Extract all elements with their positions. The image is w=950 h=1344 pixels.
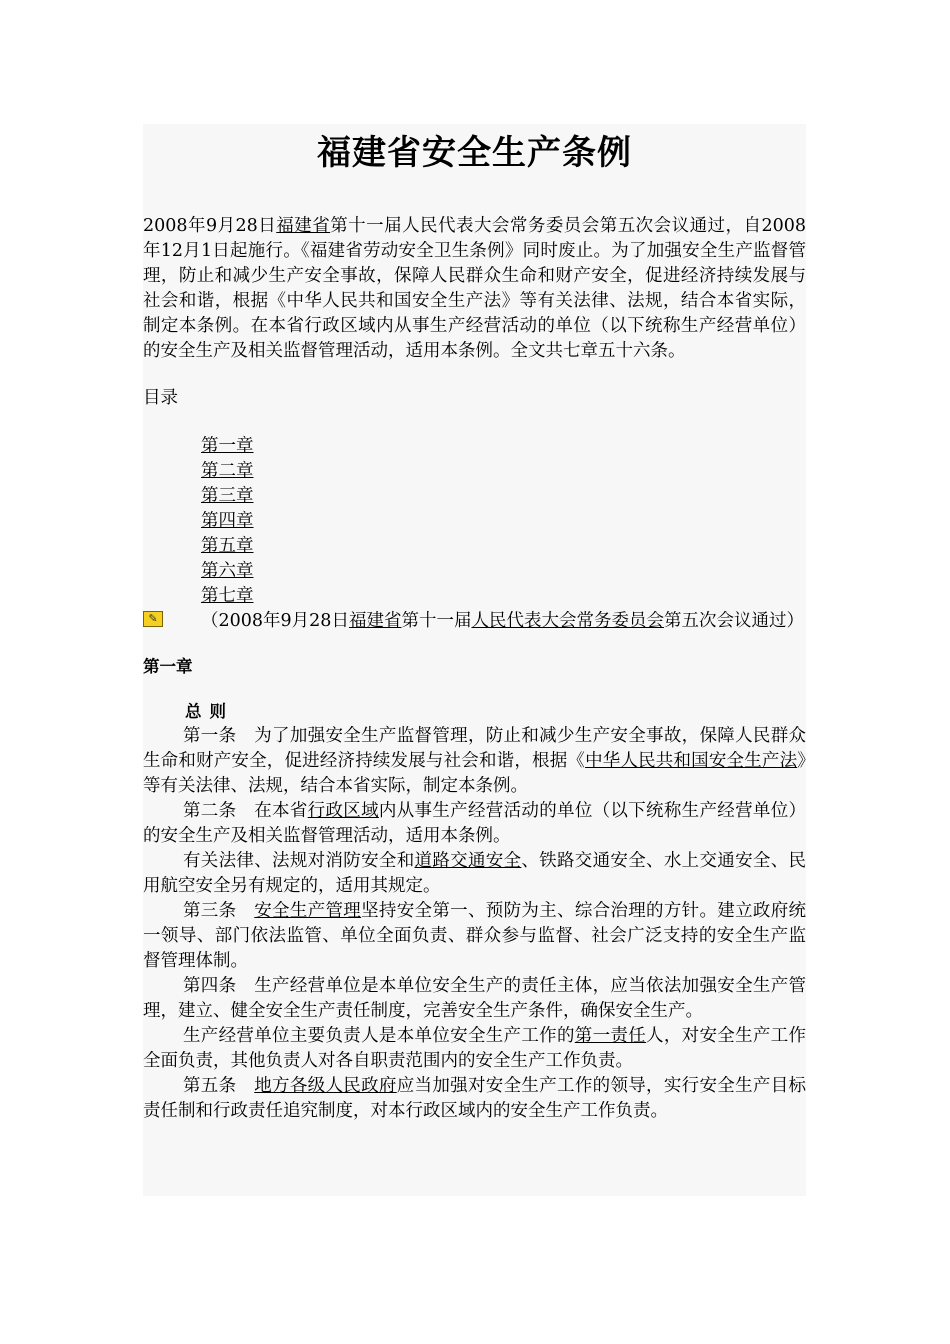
toc-link-chapter-7[interactable]: 第七章 <box>201 586 254 606</box>
chapter-1-heading: 第一章 <box>143 657 193 676</box>
article-3 <box>143 899 806 974</box>
article-2-paragraph-2 <box>143 849 806 899</box>
link-standing-committee[interactable]: 人民代表大会常务委员会 <box>471 611 664 631</box>
toc-title: 目录 <box>143 388 178 408</box>
intro-text-1: 2008年9月28日 <box>143 216 277 236</box>
toc-item <box>201 434 806 459</box>
passed-text-2: 第十一届 <box>401 611 472 631</box>
toc-item <box>201 559 806 584</box>
article-5-text-2: 应当加强对安全生产工作的领导，实行安全生产目标责任制和行政责任追究制度，对本行政区域内的安全生产工作负责。 <box>143 1076 806 1121</box>
toc-item <box>201 534 806 559</box>
article-1-text-2: 》等有关法律、法规，结合本省实际，制定本条例。 <box>143 751 806 796</box>
article-4b-text-1: 生产经营单位主要负责人是本单位安全生产工作的 <box>183 1026 575 1046</box>
link-safety-management[interactable]: 安全生产管理 <box>254 901 362 921</box>
article-2 <box>143 799 806 849</box>
edit-icon[interactable]: ✎ <box>143 611 163 627</box>
intro-text-2: 第十一届人民代表大会常务委员会第五次会议通过，自2008年12月1日起施行。《福建省劳动安全卫生条例》同时废止。为了加强安全生产监督管理，防止和减少生产安全事故，保障人民群众生命和财产安全，促进经济持续发展与社会和谐，根据《中华人民共和国安全生产法》等有关法律、法规，结合本省实际，制定本条例。在本省行政区域内从事生产经营活动的单位（以下统称生产经营单位）的安全生产及相关监督管理活动，适用本条例。全文共七章五十六条。 <box>143 216 806 361</box>
section-general-principles: 总则 <box>185 702 234 721</box>
passed-note <box>143 609 806 634</box>
article-4-paragraph-2 <box>143 1024 806 1074</box>
article-2-text-1: 第二条 在本省 <box>183 801 308 821</box>
toc-item <box>201 459 806 484</box>
passed-text-3: 第五次会议通过） <box>663 611 804 631</box>
article-5 <box>143 1074 806 1124</box>
document-title: 福建省安全生产条例 <box>317 133 632 173</box>
article-3-text-1: 第三条 <box>183 901 255 921</box>
link-road-traffic-safety[interactable]: 道路交通安全 <box>414 851 522 871</box>
article-2b-text-1: 有关法律、法规对消防安全和 <box>183 851 415 871</box>
article-2b-text-2: 、铁路交通安全、水上交通安全、民用航空安全另有规定的，适用其规定。 <box>143 851 806 896</box>
article-4b-text-2: 人，对安全生产工作全面负责，其他负责人对各自职责范围内的安全生产工作负责。 <box>143 1026 806 1071</box>
passed-text-1: （2008年9月28日 <box>201 611 349 631</box>
article-5-text-1: 第五条 <box>183 1076 255 1096</box>
link-local-governments[interactable]: 地方各级人民政府 <box>254 1076 397 1096</box>
article-4: 第四条 生产经营单位是本单位安全生产的责任主体，应当依法加强安全生产管理，建立、健全安全生产责任制度，完善安全生产条件，确保安全生产。 <box>143 976 806 1021</box>
article-1-text-1: 第一条 为了加强安全生产监督管理，防止和减少生产安全事故，保障人民群众生命和财产安全，促进经济持续发展与社会和谐，根据《 <box>143 726 806 771</box>
toc-link-chapter-1[interactable]: 第一章 <box>201 436 254 456</box>
link-fujian-province[interactable]: 福建省 <box>276 216 331 236</box>
toc-item <box>201 584 806 609</box>
document-content <box>143 124 806 1196</box>
toc-link-chapter-4[interactable]: 第四章 <box>201 511 254 531</box>
link-work-safety-law[interactable]: 中华人民共和国安全生产法 <box>585 751 798 771</box>
toc-item <box>201 484 806 509</box>
intro-paragraph <box>143 214 806 364</box>
link-first-responsibility[interactable]: 第一责任 <box>574 1026 647 1046</box>
article-2-text-2: 内从事生产经营活动的单位（以下统称生产经营单位）的安全生产及相关监督管理活动，适用本条例。 <box>143 801 806 846</box>
toc-link-chapter-3[interactable]: 第三章 <box>201 486 254 506</box>
toc-link-chapter-5[interactable]: 第五章 <box>201 536 254 556</box>
link-fujian-province-2[interactable]: 福建省 <box>348 611 402 631</box>
link-administrative-region[interactable]: 行政区域 <box>307 801 379 821</box>
article-1 <box>143 724 806 799</box>
toc-link-chapter-6[interactable]: 第六章 <box>201 561 254 581</box>
article-3-text-2: 坚持安全第一、预防为主、综合治理的方针。建立政府统一领导、部门依法监管、单位全面负责、群众参与监督、社会广泛支持的安全生产监督管理体制。 <box>143 901 806 971</box>
table-of-contents <box>143 434 806 609</box>
toc-item <box>201 509 806 534</box>
toc-link-chapter-2[interactable]: 第二章 <box>201 461 254 481</box>
